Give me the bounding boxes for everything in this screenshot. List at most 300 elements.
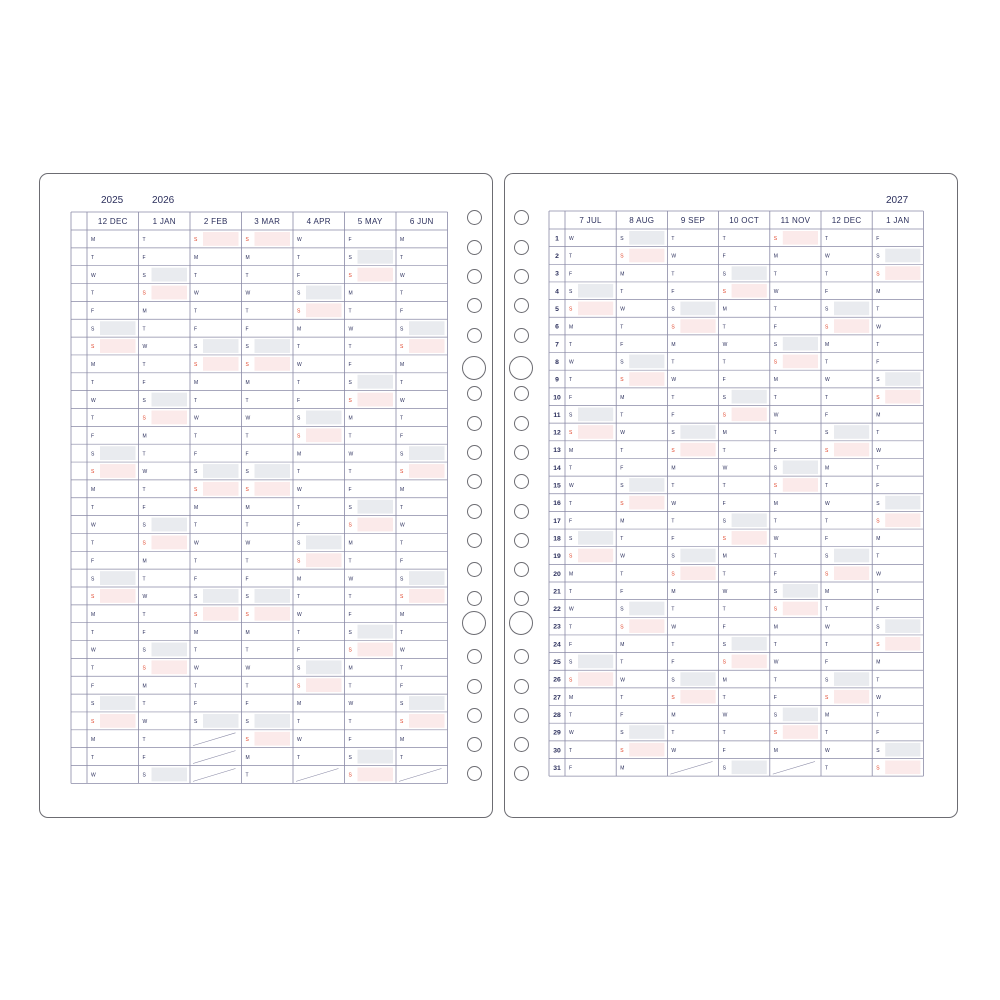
month-header: 2 FEB: [203, 217, 228, 226]
weekday-letter: W: [91, 272, 96, 279]
binder-hole: [467, 591, 482, 606]
weekday-letter: T: [194, 683, 198, 690]
weekday-letter: F: [348, 237, 352, 244]
weekday-letter: M: [671, 341, 676, 348]
weekday-letter: S: [348, 522, 352, 529]
weekday-letter: S: [142, 272, 146, 279]
weekday-letter: T: [722, 447, 726, 454]
weekday-letter: W: [348, 326, 354, 333]
weekday-letter: W: [722, 589, 728, 596]
day-number: 11: [553, 411, 561, 419]
binder-hole: [514, 240, 529, 255]
weekday-letter: W: [348, 701, 354, 708]
weekday-letter: T: [620, 536, 624, 543]
saturday-shade: [732, 266, 767, 280]
weekday-letter: S: [671, 694, 675, 701]
day-number: 19: [553, 553, 561, 561]
sunday-shade: [783, 355, 818, 369]
weekday-letter: S: [194, 611, 198, 618]
weekday-letter: M: [773, 624, 778, 631]
weekday-letter: M: [91, 736, 96, 743]
weekday-letter: M: [876, 536, 881, 543]
weekday-letter: M: [773, 253, 778, 260]
weekday-letter: M: [569, 694, 574, 701]
weekday-letter: F: [876, 359, 880, 366]
weekday-letter: F: [722, 747, 726, 754]
weekday-letter: W: [142, 469, 148, 476]
weekday-letter: W: [400, 647, 405, 654]
weekday-letter: M: [825, 712, 830, 719]
weekday-letter: F: [722, 500, 726, 507]
weekday-letter: S: [569, 306, 573, 313]
weekday-letter: S: [245, 469, 249, 476]
weekday-letter: T: [773, 394, 777, 401]
sunday-shade: [783, 725, 818, 739]
sunday-shade: [834, 319, 869, 333]
weekday-letter: T: [569, 712, 573, 719]
sunday-shade: [732, 284, 767, 298]
saturday-shade: [578, 531, 613, 545]
weekday-letter: T: [876, 677, 880, 684]
day-number: 23: [553, 623, 561, 631]
weekday-letter: W: [825, 377, 830, 384]
weekday-letter: F: [91, 308, 95, 315]
day-number: 31: [553, 764, 561, 772]
weekday-letter: S: [569, 536, 573, 543]
weekday-letter: T: [91, 504, 95, 511]
weekday-letter: F: [825, 536, 829, 543]
sunday-shade: [783, 602, 818, 616]
weekday-letter: W: [569, 606, 574, 613]
weekday-letter: S: [297, 433, 301, 440]
weekday-letter: S: [194, 487, 198, 494]
saturday-shade: [732, 637, 767, 651]
weekday-letter: S: [876, 765, 880, 772]
day-number: 16: [553, 500, 561, 508]
weekday-letter: T: [348, 469, 352, 476]
saturday-shade: [885, 743, 920, 757]
weekday-letter: S: [91, 451, 95, 458]
weekday-letter: T: [876, 589, 880, 596]
weekday-letter: M: [348, 290, 353, 297]
binder-hole: [467, 269, 482, 284]
weekday-letter: W: [671, 377, 677, 384]
binder-hole: [467, 386, 482, 401]
weekday-letter: T: [91, 754, 95, 761]
day-number: 27: [553, 694, 561, 702]
weekday-letter: M: [297, 451, 302, 458]
weekday-letter: W: [671, 253, 677, 260]
weekday-letter: F: [297, 647, 301, 654]
day-number: 28: [553, 711, 561, 719]
weekday-letter: S: [194, 362, 198, 369]
weekday-letter: S: [825, 553, 829, 560]
weekday-letter: T: [245, 647, 249, 654]
month-header: 4 APR: [306, 217, 331, 226]
weekday-letter: F: [142, 504, 146, 511]
weekday-letter: M: [400, 736, 405, 743]
weekday-letter: T: [671, 518, 675, 525]
sunday-shade: [680, 319, 715, 333]
weekday-letter: S: [297, 290, 301, 297]
weekday-letter: F: [876, 606, 880, 613]
weekday-letter: M: [876, 412, 881, 419]
weekday-letter: F: [671, 659, 675, 666]
weekday-letter: F: [825, 412, 829, 419]
weekday-letter: M: [142, 558, 147, 565]
year-label-2026: 2026: [152, 195, 175, 206]
unused-day-slash: [670, 762, 712, 775]
weekday-letter: S: [297, 665, 301, 672]
weekday-letter: W: [297, 237, 302, 244]
weekday-letter: M: [245, 754, 250, 761]
weekday-letter: F: [348, 362, 352, 369]
weekday-letter: M: [91, 237, 96, 244]
weekday-letter: F: [142, 629, 146, 636]
weekday-letter: M: [671, 465, 676, 472]
weekday-letter: S: [245, 611, 249, 618]
weekday-letter: W: [142, 344, 148, 351]
weekday-letter: T: [569, 341, 573, 348]
saturday-shade: [680, 672, 715, 686]
weekday-letter: M: [722, 430, 727, 437]
weekday-letter: W: [297, 611, 302, 618]
weekday-letter: W: [400, 272, 405, 279]
year-label-2027: 2027: [886, 195, 909, 206]
weekday-letter: T: [671, 641, 675, 648]
weekday-letter: W: [400, 522, 405, 529]
weekday-letter: F: [722, 624, 726, 631]
day-number: 4: [555, 288, 559, 296]
binder-hole: [467, 533, 482, 548]
weekday-letter: M: [569, 447, 574, 454]
weekday-letter: S: [569, 659, 573, 666]
binder-hole: [467, 562, 482, 577]
weekday-letter: F: [297, 397, 301, 404]
weekday-letter: W: [348, 576, 354, 583]
weekday-letter: M: [245, 504, 250, 511]
binder-hole: [467, 649, 482, 664]
weekday-letter: S: [348, 379, 352, 386]
weekday-letter: M: [348, 665, 353, 672]
weekday-letter: S: [297, 540, 301, 547]
weekday-letter: F: [245, 326, 249, 333]
weekday-letter: S: [91, 719, 95, 726]
weekday-letter: F: [348, 487, 352, 494]
saturday-shade: [783, 460, 818, 474]
weekday-letter: T: [348, 558, 352, 565]
weekday-letter: W: [245, 540, 251, 547]
weekday-letter: S: [91, 469, 95, 476]
weekday-letter: M: [400, 611, 405, 618]
weekday-letter: M: [142, 308, 147, 315]
weekday-letter: S: [620, 606, 624, 613]
weekday-letter: T: [722, 694, 726, 701]
weekday-letter: T: [400, 379, 404, 386]
weekday-letter: T: [722, 730, 726, 737]
sunday-shade: [783, 478, 818, 492]
saturday-shade: [885, 619, 920, 633]
day-number: 15: [553, 482, 561, 490]
month-header: 11 NOV: [780, 216, 811, 225]
day-number: 20: [553, 570, 561, 578]
weekday-letter: T: [348, 344, 352, 351]
weekday-letter: W: [620, 553, 625, 560]
weekday-letter: S: [400, 594, 404, 601]
binder-hole: [514, 210, 529, 225]
weekday-letter: T: [876, 712, 880, 719]
day-number: 30: [553, 747, 561, 755]
weekday-letter: F: [569, 394, 573, 401]
weekday-letter: W: [569, 730, 574, 737]
day-number: 18: [553, 535, 561, 543]
weekday-letter: F: [671, 536, 675, 543]
weekday-letter: S: [671, 324, 675, 331]
weekday-letter: S: [671, 447, 675, 454]
weekday-letter: T: [194, 308, 198, 315]
weekday-letter: M: [400, 487, 405, 494]
sunday-shade: [578, 672, 613, 686]
binder-hole: [467, 240, 482, 255]
saturday-shade: [629, 725, 664, 739]
weekday-letter: T: [825, 606, 829, 613]
weekday-letter: T: [400, 540, 404, 547]
weekday-letter: M: [297, 576, 302, 583]
weekday-letter: S: [722, 536, 726, 543]
weekday-letter: S: [620, 236, 624, 243]
sunday-shade: [834, 443, 869, 457]
saturday-shade: [578, 408, 613, 422]
binder-hole: [514, 328, 529, 343]
saturday-shade: [732, 390, 767, 404]
weekday-letter: T: [876, 553, 880, 560]
weekday-letter: S: [91, 326, 95, 333]
weekday-letter: W: [825, 253, 830, 260]
weekday-letter: W: [876, 447, 881, 454]
weekday-letter: M: [194, 379, 199, 386]
weekday-letter: F: [245, 451, 249, 458]
sunday-shade: [885, 390, 920, 404]
weekday-letter: T: [194, 433, 198, 440]
weekday-letter: W: [825, 500, 830, 507]
weekday-letter: T: [569, 465, 573, 472]
weekday-letter: T: [620, 694, 624, 701]
weekday-letter: S: [876, 500, 880, 507]
weekday-letter: M: [569, 324, 574, 331]
weekday-letter: T: [620, 412, 624, 419]
weekday-letter: F: [722, 377, 726, 384]
weekday-letter: T: [245, 772, 249, 779]
weekday-letter: W: [400, 397, 405, 404]
weekday-letter: M: [400, 237, 405, 244]
weekday-letter: T: [348, 308, 352, 315]
weekday-letter: S: [620, 377, 624, 384]
weekday-letter: T: [620, 324, 624, 331]
binder-hole: [467, 679, 482, 694]
weekday-letter: M: [194, 254, 199, 261]
sunday-shade: [783, 231, 818, 245]
binder-hole: [514, 445, 529, 460]
weekday-letter: T: [400, 754, 404, 761]
weekday-letter: T: [297, 594, 301, 601]
weekday-letter: S: [348, 397, 352, 404]
weekday-letter: S: [142, 772, 146, 779]
unused-day-slash: [773, 762, 815, 775]
weekday-letter: T: [569, 500, 573, 507]
weekday-letter: T: [569, 253, 573, 260]
weekday-letter: S: [348, 272, 352, 279]
month-header: 12 DEC: [97, 217, 128, 226]
day-number: 9: [555, 376, 559, 384]
saturday-shade: [578, 655, 613, 669]
weekday-letter: W: [245, 290, 251, 297]
weekday-letter: M: [876, 288, 881, 295]
sunday-shade: [834, 566, 869, 580]
weekday-letter: M: [825, 589, 830, 596]
binder-hole: [467, 445, 482, 460]
weekday-letter: S: [91, 344, 95, 351]
weekday-letter: M: [297, 701, 302, 708]
weekday-letter: F: [400, 558, 404, 565]
weekday-letter: M: [142, 683, 147, 690]
weekday-letter: W: [245, 665, 251, 672]
saturday-shade: [834, 672, 869, 686]
weekday-letter: F: [773, 324, 777, 331]
binder-hole: [514, 298, 529, 313]
weekday-letter: T: [722, 236, 726, 243]
weekday-letter: T: [876, 430, 880, 437]
saturday-shade: [578, 284, 613, 298]
weekday-letter: M: [876, 659, 881, 666]
weekday-letter: T: [142, 611, 146, 618]
weekday-letter: S: [671, 571, 675, 578]
weekday-letter: S: [773, 589, 778, 596]
weekday-letter: S: [91, 576, 95, 583]
weekday-letter: S: [825, 306, 829, 313]
weekday-letter: F: [671, 412, 675, 419]
saturday-shade: [680, 425, 715, 439]
weekday-letter: T: [722, 571, 726, 578]
weekday-letter: T: [722, 359, 726, 366]
weekday-letter: T: [297, 469, 301, 476]
weekday-letter: S: [825, 677, 829, 684]
saturday-shade: [680, 302, 715, 316]
weekday-letter: T: [825, 236, 829, 243]
weekday-letter: T: [91, 540, 95, 547]
weekday-letter: S: [722, 641, 726, 648]
weekday-letter: W: [773, 288, 779, 295]
weekday-letter: S: [142, 290, 146, 297]
weekday-letter: W: [620, 430, 625, 437]
weekday-letter: T: [671, 730, 675, 737]
weekday-letter: T: [825, 394, 829, 401]
sunday-shade: [885, 513, 920, 527]
weekday-letter: W: [569, 236, 574, 243]
weekday-letter: F: [194, 326, 198, 333]
weekday-letter: S: [400, 576, 404, 583]
weekday-letter: F: [348, 611, 352, 618]
saturday-shade: [629, 355, 664, 369]
weekday-letter: T: [194, 272, 198, 279]
weekday-letter: S: [773, 359, 778, 366]
weekday-letter: W: [876, 571, 881, 578]
weekday-letter: M: [620, 641, 625, 648]
weekday-letter: W: [722, 341, 728, 348]
weekday-letter: T: [348, 594, 352, 601]
weekday-letter: S: [91, 594, 95, 601]
weekday-letter: S: [142, 415, 146, 422]
weekday-letter: S: [400, 344, 404, 351]
weekday-letter: T: [773, 641, 777, 648]
weekday-letter: S: [773, 483, 778, 490]
weekday-letter: T: [142, 326, 146, 333]
weekday-letter: M: [620, 394, 625, 401]
sunday-shade: [578, 549, 613, 563]
month-header: 1 JAN: [886, 216, 910, 225]
weekday-letter: M: [245, 254, 250, 261]
weekday-letter: T: [142, 362, 146, 369]
binder-hole: [514, 591, 529, 606]
weekday-letter: F: [773, 694, 777, 701]
saturday-shade: [629, 231, 664, 245]
weekday-letter: S: [825, 324, 829, 331]
weekday-letter: T: [348, 719, 352, 726]
binder-hole: [467, 298, 482, 313]
weekday-letter: M: [400, 362, 405, 369]
weekday-letter: W: [297, 736, 302, 743]
month-header: 1 JAN: [152, 217, 176, 226]
weekday-letter: S: [671, 677, 675, 684]
weekday-letter: S: [671, 553, 675, 560]
weekday-letter: M: [773, 377, 778, 384]
weekday-letter: W: [722, 465, 728, 472]
weekday-letter: T: [825, 518, 829, 525]
weekday-letter: T: [671, 271, 675, 278]
binder-hole: [514, 737, 529, 752]
weekday-letter: T: [825, 271, 829, 278]
sunday-shade: [629, 496, 664, 510]
weekday-letter: S: [194, 237, 198, 244]
sunday-shade: [578, 302, 613, 316]
weekday-letter: S: [245, 719, 249, 726]
weekday-letter: T: [245, 433, 249, 440]
weekday-letter: S: [348, 629, 352, 636]
weekday-letter: T: [297, 754, 301, 761]
weekday-letter: S: [142, 397, 146, 404]
saturday-shade: [629, 478, 664, 492]
weekday-letter: M: [245, 629, 250, 636]
weekday-letter: T: [297, 254, 301, 261]
weekday-letter: S: [348, 504, 352, 511]
weekday-letter: S: [620, 359, 624, 366]
weekday-letter: S: [348, 254, 352, 261]
binder-hole: [467, 766, 482, 781]
month-header: 12 DEC: [831, 216, 862, 225]
weekday-letter: M: [825, 465, 830, 472]
weekday-letter: T: [671, 606, 675, 613]
binder-hole: [467, 328, 482, 343]
weekday-letter: T: [194, 397, 198, 404]
weekday-letter: T: [671, 483, 675, 490]
year-label-2025: 2025: [101, 195, 124, 206]
weekday-letter: T: [671, 236, 675, 243]
weekday-letter: T: [773, 271, 777, 278]
saturday-shade: [783, 708, 818, 722]
weekday-letter: F: [194, 451, 198, 458]
sunday-shade: [834, 690, 869, 704]
weekday-letter: F: [569, 641, 573, 648]
weekday-letter: S: [194, 719, 198, 726]
